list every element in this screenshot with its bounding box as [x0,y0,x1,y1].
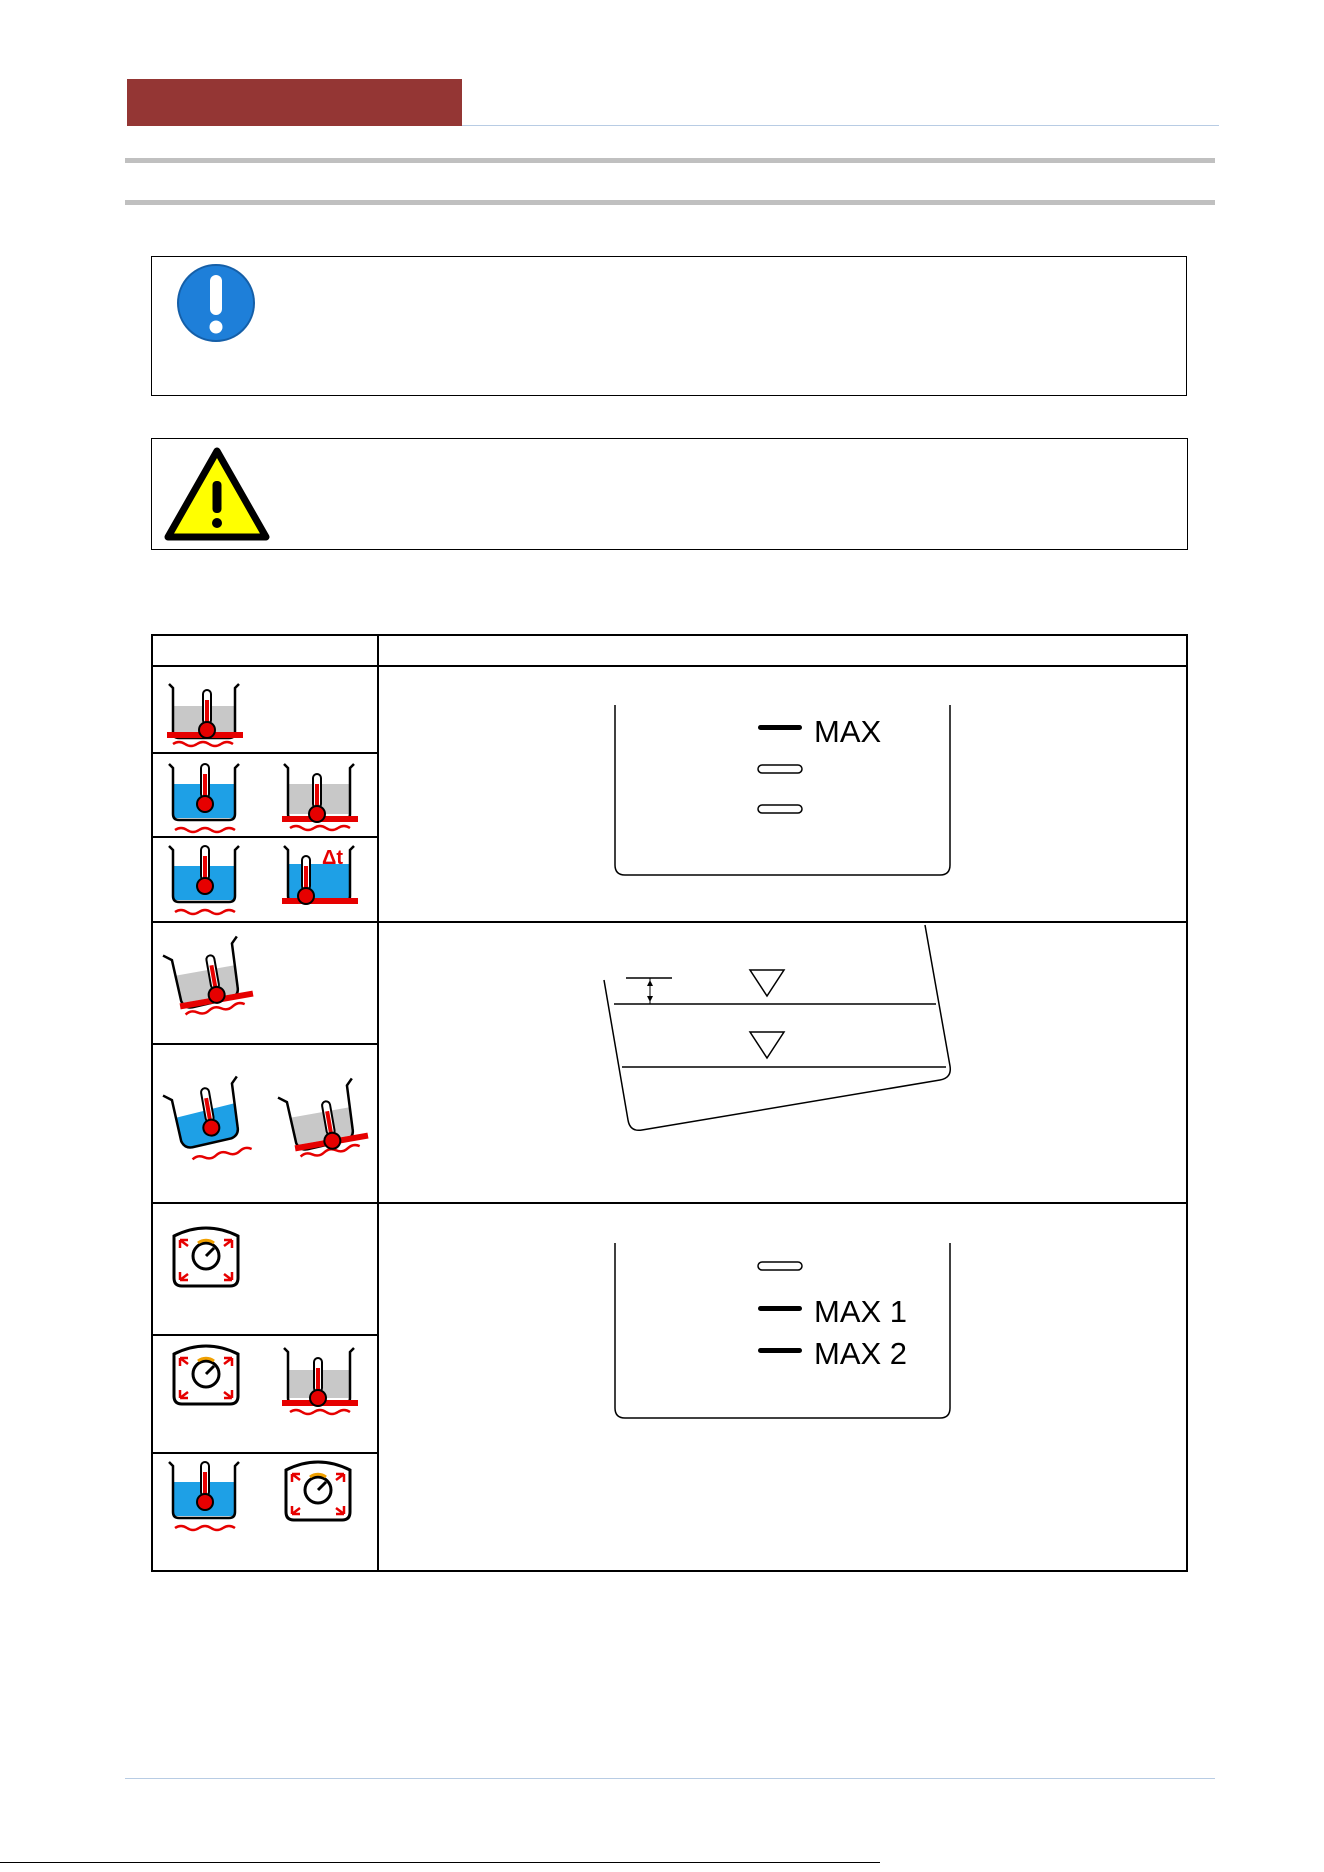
pan-water-heating-icon [169,764,239,832]
tilted-vessel-diagram [604,925,950,1130]
beaker-max12-diagram [615,1243,950,1418]
pan-empty-heating-icon [282,1348,358,1414]
pan-water-heating-icon [169,1462,239,1530]
pan-water-heating-icon [169,846,239,914]
pressure-cooker-icon [174,1346,238,1404]
max1-label: MAX 1 [814,1294,908,1329]
max2-label: MAX 2 [814,1336,908,1371]
pan-empty-heating-icon [282,764,358,830]
tilted-pan-water-icon [162,1076,252,1164]
pressure-cooker-icon [174,1228,238,1286]
delta-t-label: Δt [322,847,344,869]
max-label: MAX [814,714,882,749]
tilted-pan-empty-icon [277,1077,370,1160]
tilted-pan-empty-icon [162,935,255,1018]
footer-line [125,1778,1215,1779]
pan-empty-heating-icon [167,684,243,746]
level-triangle-icon [750,970,784,996]
beaker-max-diagram [615,705,950,875]
level-triangle-icon [750,1032,784,1058]
pressure-cooker-icon [286,1462,350,1520]
bottom-line [0,1862,880,1863]
pan-delta-t-icon [282,846,358,904]
